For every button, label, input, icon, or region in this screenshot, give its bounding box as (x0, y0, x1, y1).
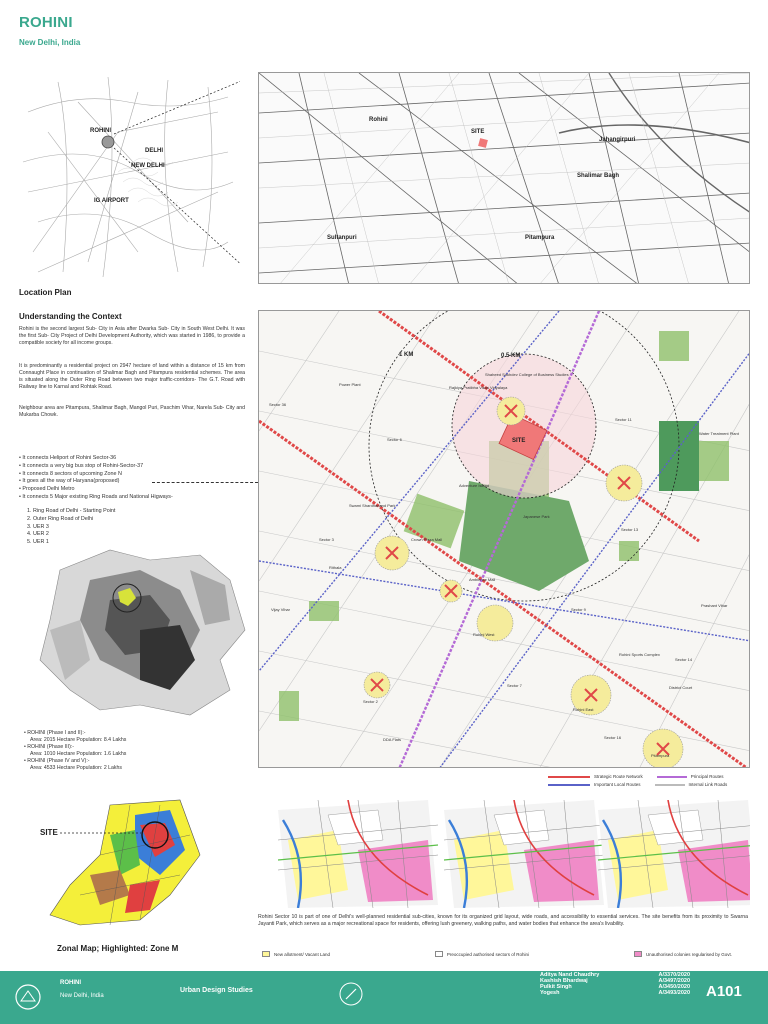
place-label: Rohini East (573, 707, 594, 712)
place-label: Sector 2 (363, 699, 378, 704)
zonal-map-caption: Zonal Map; Highlighted: Zone M (57, 944, 179, 953)
green-patch (279, 691, 299, 721)
place-label: Rajkiya Pratibha Vikas Vidyalaya (449, 385, 508, 390)
road-item: 3. UER 3 (27, 523, 49, 530)
member-name: Pulkit Singh (540, 984, 572, 990)
footer-place-sub: New Delhi, India (60, 993, 104, 999)
site-label: SITE (512, 438, 526, 444)
member-id: A/3493/2020 (658, 990, 690, 996)
place-label: Japanese Park (523, 514, 550, 519)
place-label: Ambience Mall (469, 577, 496, 582)
sector-map-1 (278, 800, 438, 908)
bullet-item: • Proposed Delhi Metro (19, 486, 75, 493)
place-label: Pitampura (651, 753, 670, 758)
member-id: A/3370/2020 (658, 972, 690, 978)
page-title: ROHINI (19, 14, 73, 31)
unauthorised-swatch (634, 951, 642, 957)
zonal-map (40, 795, 240, 935)
local-swatch (548, 784, 590, 786)
place-label: Sector 11 (615, 417, 632, 422)
place-label: Adventure Island (459, 483, 490, 488)
strategic-swatch (548, 776, 590, 778)
site-marker (478, 138, 488, 148)
green-patch (659, 331, 689, 361)
place-label: Power Plant (339, 382, 361, 387)
green-patch (619, 541, 639, 561)
footer-studio: Urban Design Studies (180, 987, 253, 994)
page-subtitle: New Delhi, India (19, 38, 81, 47)
place-label: Sector 36 (269, 402, 287, 407)
label-rohini-zoom: Rohini (369, 117, 388, 123)
location-plan-caption: Location Plan (19, 288, 72, 297)
legend-item: Internal Link Roads (655, 782, 728, 787)
footer-place: ROHINI (60, 980, 81, 986)
bullet-item: • It connects 8 sectors of upcoming Zone N (19, 470, 122, 477)
place-label: Sector 3 (319, 537, 334, 542)
member-name: Yogesh (540, 990, 560, 996)
sector-map-2 (444, 800, 604, 908)
member-id: A/3497/2020 (658, 978, 690, 984)
member-name: Kashish Bhardwaj (540, 978, 588, 984)
bullet-item: • It connects Heliport of Rohini Sector-36 (19, 455, 117, 461)
delhi-density-map (30, 540, 250, 720)
route-legend (548, 774, 748, 787)
green-patch (309, 601, 339, 621)
phase-name: • ROHINI (Phase III):- (24, 744, 74, 751)
context-para-2: It is predominantly a residential project on 2947 hectare of land within a distance of 15 km from Connaught Place in continuation of Shalimar Bagh and Pitampura residential schemes. The area is situated along the Outer Ring Road between two major traffic-corridors- The G.T. Road with Railway line to Karnal and Rohtak Road. (19, 363, 245, 391)
place-label: DDA Flats (383, 737, 402, 742)
place-label: Prashant Vihar (701, 603, 728, 608)
phase-detail: Area: 4533 Hectare Population: 2 Lakhs (30, 765, 122, 772)
zonal-site-label: SITE (40, 828, 58, 837)
label-ig-airport: IG AIRPORT (94, 198, 129, 204)
label-shalimar-bagh: Shalimar Bagh (577, 173, 620, 179)
context-para-1: Rohini is the second largest Sub- City in Asia after Dwarka Sub- City in South West Delhi. It was the first Sub- City Project of Delhi Development Authority, which was started in 1986, to provide a compatible society for all income groups. (19, 326, 245, 347)
phase-name: • ROHINI (Phase IV and V):- (24, 758, 90, 765)
place-label: Sector 14 (675, 657, 693, 662)
authorised-swatch (435, 951, 443, 957)
label-sultanpuri: Sultanpuri (327, 235, 357, 241)
legend-item: New allotment/ Vacant Land (262, 951, 330, 957)
place-label: Sector 6 (387, 437, 402, 442)
road-item: 2. Outer Ring Road of Delhi (27, 515, 94, 522)
principal-swatch (657, 776, 687, 778)
legend-item: Preoccupied authorised sectors of Rohini (435, 951, 529, 957)
delhi-overview-map (18, 72, 240, 280)
phase-detail: Area: 1010 Hectare Population: 1.6 Lakhs (30, 751, 127, 758)
rohini-zoom-map (258, 72, 750, 284)
connectivity-bullets (19, 455, 259, 502)
legend-item: Principal Routes (657, 774, 724, 779)
place-label: Shaheed Sukhdev College of Business Studies (485, 372, 569, 377)
logo-icon (14, 983, 42, 1011)
place-label: Vijay Vihar (271, 607, 290, 612)
sector-legend (262, 951, 752, 957)
bullet-item: • It connects 5 Major existing Ring Roads and National Higways- (19, 494, 173, 501)
phase-name: • ROHINI (Phase I and II):- (24, 730, 86, 736)
sector-maps (258, 800, 750, 908)
vacant-swatch (262, 951, 270, 957)
place-label: District Court (669, 685, 693, 690)
legend-item: Strategic Route Network (548, 774, 643, 779)
bullet-item: • It connects a very big bus stop of Rohini-Sector-37 (19, 462, 144, 469)
rohini-marker (102, 136, 114, 148)
place-label: Rohini Sports Complex (619, 652, 660, 657)
label-new-delhi: NEW DELHI (131, 163, 165, 169)
label-site-zoom: SITE (471, 129, 485, 135)
label-rohini: ROHINI (90, 128, 111, 134)
water-treatment-plant (659, 421, 699, 491)
green-patch (699, 441, 729, 481)
phase-detail: Area: 2015 Hectare Population: 8.4 Lakhs (30, 737, 127, 744)
road-item: 5. UER 1 (27, 539, 49, 546)
road-item: 4. UER 2 (27, 531, 49, 538)
label-half-km: 0.5 KM (501, 353, 521, 359)
sheet-number: A101 (706, 983, 742, 1000)
place-label: Rohini West (473, 632, 495, 637)
place-label: Water Treatment Plant (699, 431, 739, 436)
place-label: Swami Shardhanand Park (349, 503, 396, 508)
phases-list (24, 730, 254, 772)
label-1km: 1 KM (399, 352, 414, 358)
place-label: Sector 16 (604, 735, 622, 740)
footer-bar (0, 971, 768, 1024)
bullet-item: • It goes all the way of Haryana(proposed) (19, 478, 120, 485)
label-jahangirpuri: Jahangirpuri (599, 137, 636, 143)
member-id: A/3450/2020 (658, 984, 690, 990)
pointer-line (152, 482, 258, 483)
legend-item: Important Local Routes (548, 782, 641, 787)
context-heading: Understanding the Context (19, 312, 122, 321)
legend-item: Unauthorised colonies regularised by Govt. (634, 951, 732, 957)
sector-map-3 (598, 800, 750, 908)
sector-description: Rohini Sector 10 is part of one of Delhi's well-planned residential sub-cities, known for its organized grid layout, wide roads, and accessibility to essential services. The site benefits from its proximity to Swarna Jayanti Park, which serves as a major recreational space for residents, offering lush greenery, walking paths, and water bodies that enhance the area's livability. (258, 914, 748, 928)
context-para-3: Neighbour area are Pitampura, Shalimar Bagh, Mangol Puri, Paschim Vihar, Narela Sub- City and Mukarba Chowk. (19, 405, 245, 419)
member-name: Aditya Nand Chaudhry (540, 972, 600, 978)
place-label: Sector 7 (507, 683, 522, 688)
label-delhi: DELHI (145, 148, 163, 154)
footer-team (540, 972, 690, 996)
context-map (258, 310, 750, 768)
internal-swatch (655, 784, 685, 786)
place-label: Rithala (329, 565, 342, 570)
place-label: Crown Plaza Mall (411, 537, 443, 542)
place-label: Sector 13 (621, 527, 639, 532)
road-item: 1. Ring Road of Delhi - Starting Point (27, 508, 116, 514)
label-pitampura: Pitampura (525, 235, 555, 241)
place-label: Sector 9 (571, 607, 586, 612)
north-arrow-icon (338, 981, 364, 1007)
